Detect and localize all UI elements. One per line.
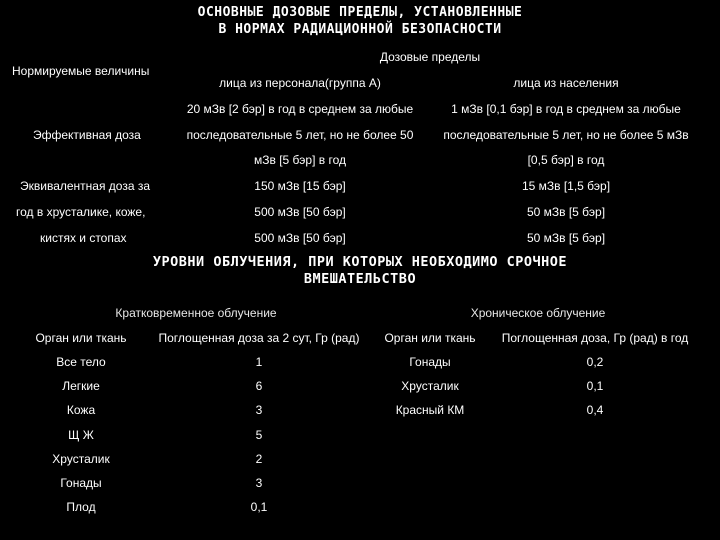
short-term-dose: 0,1 bbox=[250, 500, 268, 514]
effective-public-line1: 1 мЗв [0,1 бэр] в год в среднем за любые bbox=[451, 102, 681, 116]
header-dose-limits: Дозовые пределы bbox=[379, 50, 481, 64]
short-term-dose: 6 bbox=[255, 379, 263, 393]
chronic-dose: 0,2 bbox=[586, 355, 604, 369]
short-term-organ: Кожа bbox=[66, 403, 96, 417]
chronic-organ: Красный КМ bbox=[395, 403, 465, 417]
equivalent-dose-label-line2: год в хрусталике, коже, bbox=[16, 205, 146, 219]
short-term-organ: Гонады bbox=[60, 476, 102, 490]
short-term-organ: Щ Ж bbox=[68, 428, 94, 442]
short-term-col-dose: Поглощенная доза за 2 сут, Гр (рад) bbox=[158, 331, 360, 345]
intervention-title-line2: ВМЕШАТЕЛЬСТВО bbox=[303, 271, 417, 287]
chronic-col-dose: Поглощенная доза, Гр (рад) в год bbox=[501, 331, 689, 345]
equivalent-dose-label-line3: кистях и стопах bbox=[40, 231, 127, 245]
header-public: лица из населения bbox=[513, 76, 619, 90]
dose-limits-title bbox=[0, 4, 720, 38]
chronic-dose: 0,1 bbox=[586, 379, 604, 393]
short-term-heading: Кратковременное облучение bbox=[115, 306, 277, 320]
chronic-dose: 0,4 bbox=[586, 403, 604, 417]
intervention-title-line1: УРОВНИ ОБЛУЧЕНИЯ, ПРИ КОТОРЫХ НЕОБХОДИМО СРОЧНОЕ bbox=[152, 254, 568, 270]
dose-limits-title-line1: ОСНОВНЫЕ ДОЗОВЫЕ ПРЕДЕЛЫ, УСТАНОВЛЕННЫЕ bbox=[197, 5, 523, 20]
equivalent-personnel-2: 500 мЗв [50 бэр] bbox=[254, 205, 346, 219]
header-normalized-quantities: Нормируемые величины bbox=[12, 64, 150, 78]
short-term-dose: 1 bbox=[255, 355, 263, 369]
equivalent-personnel-3: 500 мЗв [50 бэр] bbox=[254, 231, 346, 245]
short-term-dose: 3 bbox=[255, 403, 263, 417]
short-term-col-organ: Орган или ткань bbox=[35, 331, 127, 345]
chronic-organ: Гонады bbox=[409, 355, 451, 369]
effective-personnel-line1: 20 мЗв [2 бэр] в год в среднем за любые bbox=[186, 102, 414, 116]
short-term-organ: Хрусталик bbox=[52, 452, 110, 466]
effective-personnel-line3: мЗв [5 бэр] в год bbox=[254, 153, 346, 167]
short-term-dose: 3 bbox=[255, 476, 263, 490]
short-term-organ: Плод bbox=[66, 500, 96, 514]
effective-personnel-line2: последовательные 5 лет, но не более 50 bbox=[186, 128, 414, 142]
header-personnel: лица из персонала(группа А) bbox=[219, 76, 381, 90]
chronic-col-organ: Орган или ткань bbox=[384, 331, 476, 345]
short-term-dose: 5 bbox=[255, 428, 263, 442]
chronic-heading: Хроническое облучение bbox=[470, 306, 606, 320]
equivalent-public-1: 15 мЗв [1,5 бэр] bbox=[521, 179, 611, 193]
short-term-organ: Легкие bbox=[62, 379, 100, 393]
equivalent-dose-label-line1: Эквивалентная доза за bbox=[20, 179, 151, 193]
intervention-levels-title bbox=[0, 254, 720, 288]
equivalent-public-2: 50 мЗв [5 бэр] bbox=[526, 205, 606, 219]
equivalent-public-3: 50 мЗв [5 бэр] bbox=[526, 231, 606, 245]
effective-dose-label: Эффективная доза bbox=[33, 128, 141, 142]
equivalent-personnel-1: 150 мЗв [15 бэр] bbox=[254, 179, 346, 193]
chronic-organ: Хрусталик bbox=[401, 379, 459, 393]
effective-public-line3: [0,5 бэр] в год bbox=[527, 153, 605, 167]
effective-public-line2: последовательные 5 лет, но не более 5 мЗв bbox=[443, 128, 689, 142]
dose-limits-title-line2: В НОРМАХ РАДИАЦИОННОЙ БЕЗОПАСНОСТИ bbox=[218, 22, 502, 37]
short-term-organ: Все тело bbox=[56, 355, 106, 369]
short-term-dose: 2 bbox=[255, 452, 263, 466]
